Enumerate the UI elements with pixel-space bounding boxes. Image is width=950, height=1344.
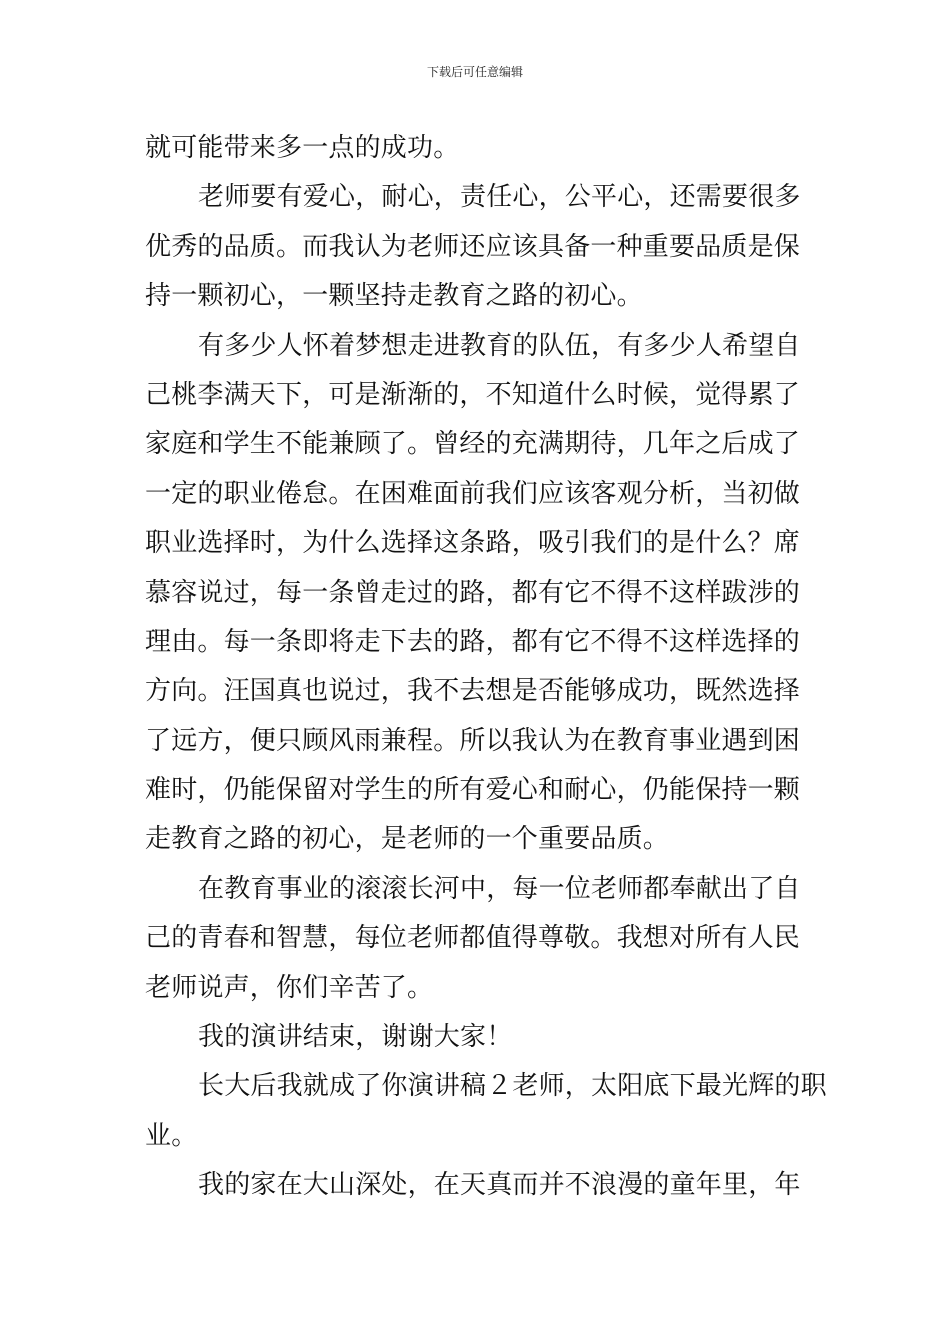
text-line: 职业选择时，为什么选择这条路，吸引我们的是什么？席 [145,528,801,559]
text-line: 在教育事业的滚滚长河中，每一位老师都奉献出了自 [198,873,801,904]
text-line: 持一颗初心，一颗坚持走教育之路的初心。 [145,281,643,312]
text-line: 慕容说过，每一条曾走过的路，都有它不得不这样跋涉的 [145,577,801,608]
text-line: 家庭和学生不能兼顾了。曾经的充满期待，几年之后成了 [145,429,801,460]
text-line: 业。 [145,1120,198,1151]
document-body [145,124,827,1211]
text-line: 老师说声，你们辛苦了。 [145,972,434,1003]
text-line: 走教育之路的初心，是老师的一个重要品质。 [145,824,670,855]
text-line: 一定的职业倦怠。在困难面前我们应该客观分析，当初做 [145,478,801,509]
text-line: 己桃李满天下，可是渐渐的，不知道什么时候，觉得累了 [145,379,801,410]
text-line: 我的家在大山深处，在天真而并不浪漫的童年里，年 [198,1170,801,1201]
text-line: 有多少人怀着梦想走进教育的队伍，有多少人希望自 [198,330,801,361]
text-line: 就可能带来多一点的成功。 [145,133,460,163]
text-line: 方向。汪国真也说过，我不去想是否能够成功，既然选择 [145,676,801,707]
text-line: 理由。每一条即将走下去的路，都有它不得不这样选择的 [145,626,801,657]
page-header: 下载后可任意编辑 [426,65,523,79]
text-line: 我的演讲结束，谢谢大家！ [198,1022,513,1053]
text-line: 优秀的品质。而我认为老师还应该具备一种重要品质是保 [145,231,801,262]
text-line: 己的青春和智慧，每位老师都值得尊敬。我想对所有人民 [145,923,801,954]
text-line: 了远方，便只顾风雨兼程。所以我认为在教育事业遇到困 [145,725,801,756]
text-line: 老师要有爱心，耐心，责任心，公平心，还需要很多 [198,182,801,213]
text-line: 长大后我就成了你演讲稿２老师，太阳底下最光辉的职 [198,1071,827,1102]
text-line: 难时，仍能保留对学生的所有爱心和耐心，仍能保持一颗 [145,775,801,806]
